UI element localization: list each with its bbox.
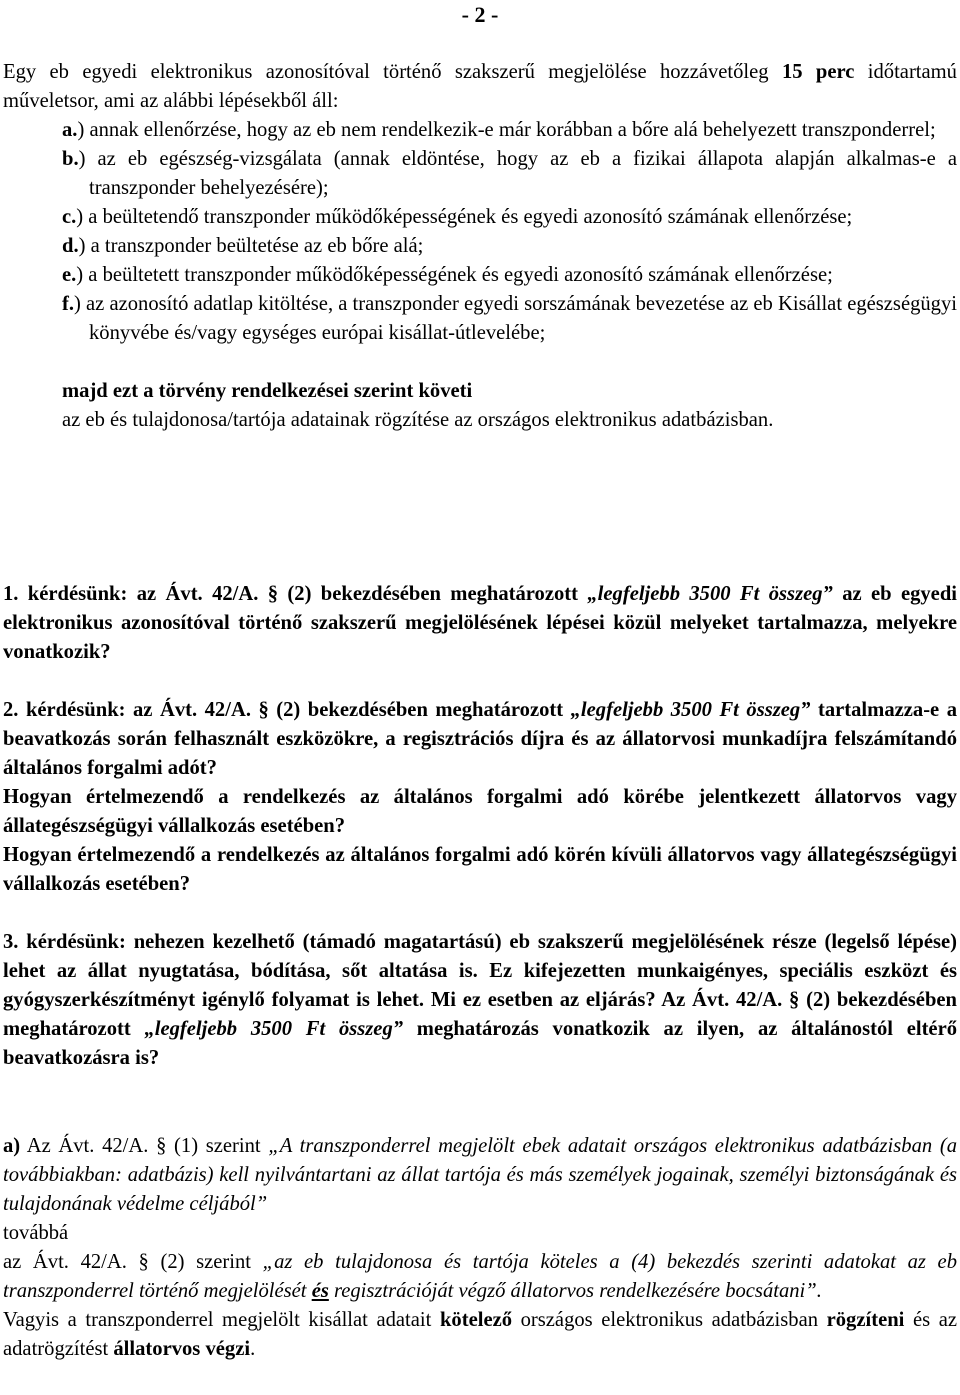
- list-item: [62, 232, 957, 261]
- step-label: d.: [62, 235, 79, 257]
- answer-paragraph-1: a) Az Ávt. 42/A. § (1) szerint „A transzponderrel megjelölt ebek adatait országos elektronikus adatbázisban (a továbbiakban: adatbázis) kell nyilvántartani az állat tartója és más személyek jogainak, személyi biztonságának és tulajdonának védelme céljából”: [3, 1135, 957, 1215]
- answer-paragraph-2: az Ávt. 42/A. § (2) szerint „az eb tulajdonosa és tartója köteles a (4) bekezdés szerinti adatokat az eb transzponderrel történő megjelölését és regisztrációját végző állatorvos rendelkezésére bocsátani”.: [3, 1251, 957, 1302]
- question-2-vat-out: Hogyan értelmezendő a rendelkezés az általános forgalmi adó körén kívüli állatorvos vagy állategészségügyi vállalkozás esetében?: [3, 844, 957, 895]
- question-2: 2. kérdésünk: az Ávt. 42/A. § (2) bekezdésében meghatározott „legfeljebb 3500 Ft összeg” tartalmazza-e a beavatkozás során felhasznált eszközökre, a regisztrációs díjra és az állatorvosi munkadíjra felszámítandó általános forgalmi adót? Hogyan értelmezendő a rendelkezés az általános forgalmi adó körébe jelentkezett állatorvos vagy állategészségügyi vállalkozás esetében? Hogyan értelmezendő a rendelkezés az általános forgalmi adó körén kívüli állatorvos vagy állategészségügyi vállalkozás esetében?: [3, 699, 957, 895]
- answer-paragraph-3: Vagyis a transzponderrel megjelölt kisállat adatait kötelező országos elektronikus adatbázisban rögzíteni és az adatrögzítést állatorvos végzi.: [3, 1309, 958, 1360]
- step-text: ) a beültetett transzponder működőképességének és egyedi azonosító számának ellenőrzése;: [76, 264, 833, 286]
- step-text: ) az azonosító adatlap kitöltése, a transzponder egyedi sorszámának bevezetése az eb Kisállat egészségügyi könyvébe és/vagy egységes európai kisállat-útlevelébe;: [74, 293, 957, 344]
- follow-text: az eb és tulajdonosa/tartója adatainak rögzítése az országos elektronikus adatbázisban.: [62, 409, 774, 431]
- step-text: ) annak ellenőrzése, hogy az eb nem rendelkezik-e már korábban a bőre alá behelyezett transzponderrel;: [77, 119, 936, 141]
- list-item: [62, 261, 957, 290]
- amount-quote: „legfeljebb 3500 Ft összeg”: [144, 1018, 404, 1040]
- list-item: [62, 145, 957, 203]
- page-number: - 2 -: [461, 2, 499, 27]
- step-label: c.: [62, 206, 77, 228]
- intro-text-end: időtartamú műveletsor, ami az alábbi lépésekből áll:: [3, 61, 957, 112]
- steps-list: [62, 116, 957, 435]
- intro-paragraph: [3, 58, 957, 116]
- amount-quote: „legfeljebb 3500 Ft összeg”: [587, 583, 833, 605]
- step-label: e.: [62, 264, 77, 286]
- intro-text: Egy eb egyedi elektronikus azonosítóval történő szakszerű megjelölése hozzávetőleg: [3, 61, 782, 83]
- list-item: [62, 203, 957, 232]
- step-label: f.: [62, 293, 75, 315]
- question-1: 1. kérdésünk: az Ávt. 42/A. § (2) bekezdésében meghatározott „legfeljebb 3500 Ft összeg” az eb egyedi elektronikus azonosítóval történő szakszerű megjelölésének lépései közül melyeket tartalmazza, melyekre vonatkozik?: [3, 583, 957, 663]
- amount-quote: „legfeljebb 3500 Ft összeg”: [570, 699, 811, 721]
- question-3: 3. kérdésünk: nehezen kezelhető (támadó magatartású) eb szakszerű megjelölésének része (legelső lépése) lehet az állat nyugtatása, bódítása, sőt altatása is. Ez kifejezetten munkaigényes, speciális eszközt és gyógyszerkészítményt igénylő folyamat is lehet. Mi ez esetben az eljárás? Az Ávt. 42/A. § (2) bekezdésében meghatározott „legfeljebb 3500 Ft összeg” meghatározás vonatkozik az ilyen, az általánostól eltérő beavatkozásra is?: [3, 931, 958, 1069]
- step-text: ) az eb egészség-vizsgálata (annak eldöntése, hogy az eb a fizikai állapota alapján alkalmas-e a transzponder behelyezésére);: [78, 148, 957, 199]
- follow-heading: majd ezt a törvény rendelkezései szerint követi: [62, 380, 473, 402]
- step-text: ) a beültetendő transzponder működőképességének és egyedi azonosító számának ellenőrzése;: [76, 206, 853, 228]
- answer-label: a): [3, 1135, 21, 1157]
- answer-connector: továbbá: [3, 1222, 69, 1244]
- step-text: ) a transzponder beültetése az eb bőre alá;: [78, 235, 424, 257]
- step-label: a.: [62, 119, 78, 141]
- answer-section: [3, 1132, 957, 1364]
- list-item: [62, 116, 957, 145]
- intro-duration: 15 perc: [781, 61, 855, 83]
- question-2-vat-in: Hogyan értelmezendő a rendelkezés az általános forgalmi adó körébe jelentkezett állatorvos vagy állategészségügyi vállalkozás esetében?: [3, 786, 957, 837]
- list-item: [62, 290, 957, 348]
- step-label: b.: [62, 148, 79, 170]
